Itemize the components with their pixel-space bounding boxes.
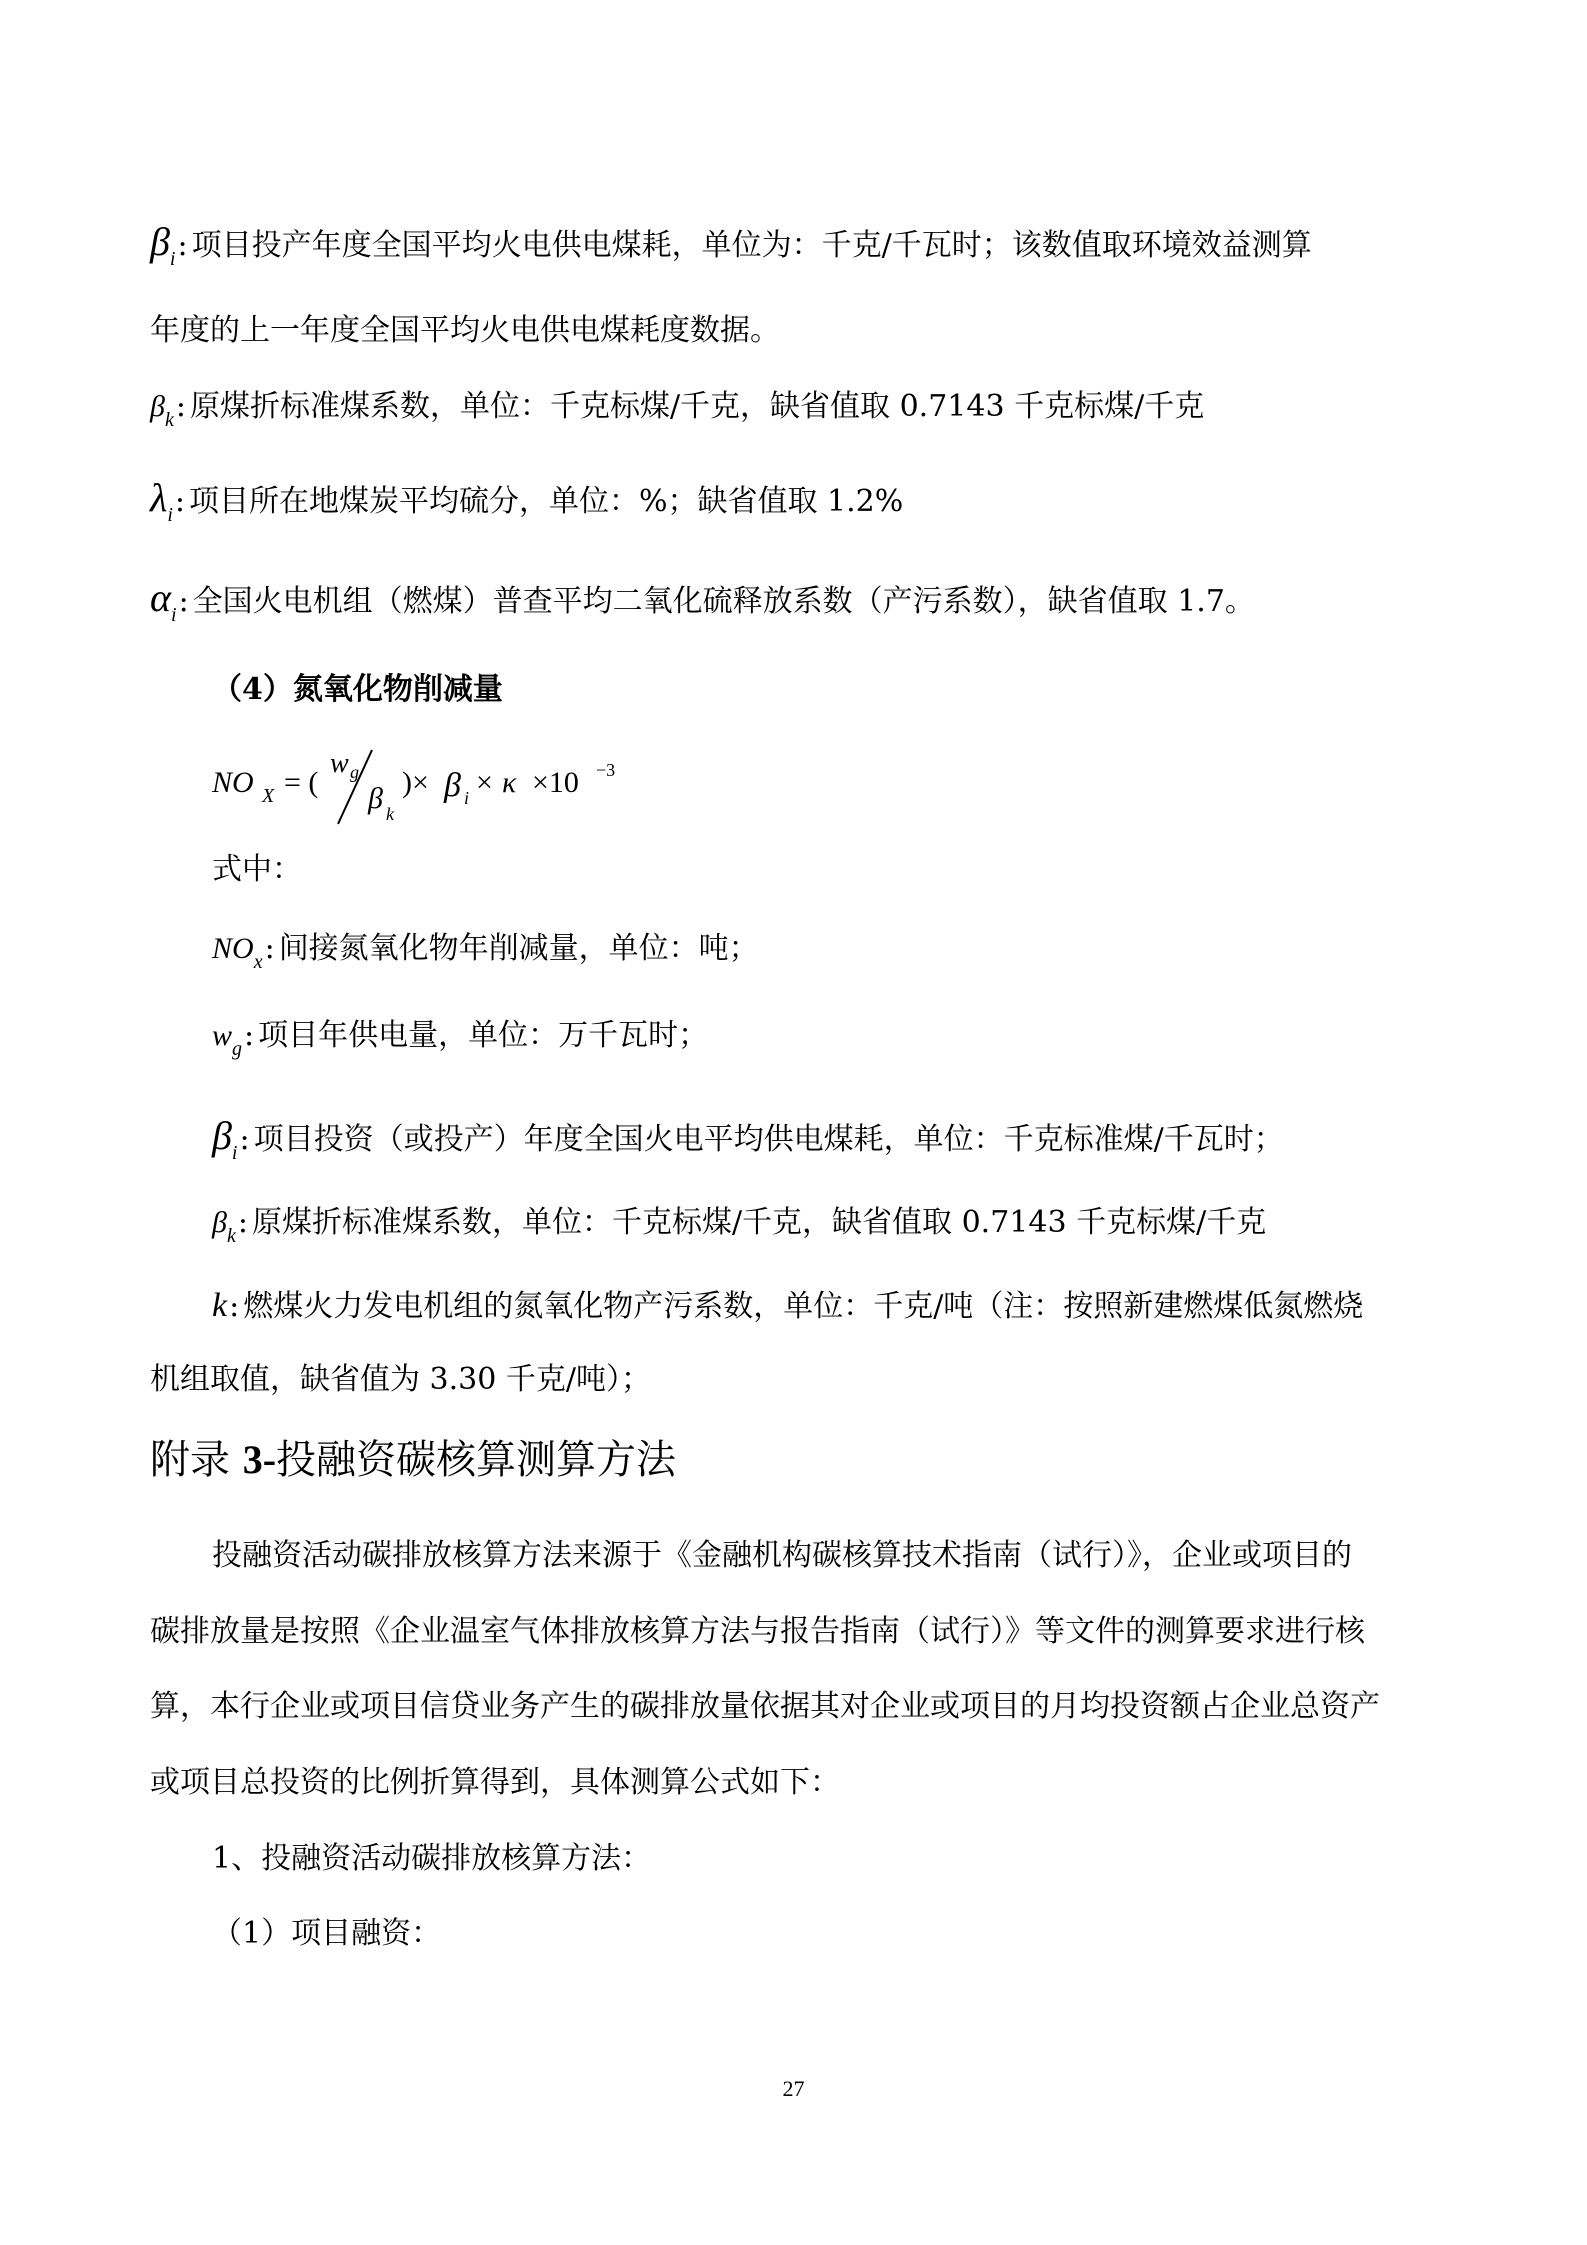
formula-times-1: )× (402, 766, 429, 799)
intro-paragraph-line-2: 碳排放量是按照《企业温室气体排放核算方法与报告指南（试行）》等文件的测算要求进行核 (150, 1614, 1365, 1649)
beta-i-definition-line2 (150, 311, 1450, 351)
formula-beta-subscript: i (464, 788, 470, 808)
alpha-i-symbol: α (150, 575, 171, 620)
nox-definition: $NO_x$: 间接氮氧化物年削减量，单位：吨； (212, 931, 759, 973)
wg-subscript: g (232, 1038, 243, 1060)
intro-paragraph-line-3: 算，本行企业或项目信贷业务产生的碳排放量依据其对企业或项目的月均投资额占企业总资产 (150, 1689, 1380, 1724)
formula-denominator: β (368, 782, 383, 815)
list-item-1-1: （1）项目融资： (212, 1916, 442, 1951)
k-text-line1: 燃煤火力发电机组的氮氧化物产污系数，单位：千克/吨（注：按照新建燃煤低氮燃烧 (243, 1289, 1364, 1324)
alpha-i-subscript: i (171, 604, 177, 626)
formula-numerator-subscript: g (350, 762, 359, 782)
nox-formula (212, 740, 692, 830)
appendix-3-heading (150, 1434, 676, 1486)
wg-text: 项目年供电量，单位：万千瓦时； (258, 1018, 709, 1053)
beta-i-subscript-2: i (231, 1142, 238, 1164)
lambda-i-subscript: i (167, 504, 173, 526)
beta-i-text-line2: 年度的上一年度全国平均火电供电煤耗度数据。 (150, 313, 780, 348)
formula-denominator-subscript: k (386, 804, 394, 824)
beta-i-definition-2: $\beta_i$: 项目投资（或投产）年度全国火电平均供电煤耗，单位：千克标准煤/千瓦时； (212, 1113, 1284, 1164)
formula-times-2: × (476, 766, 493, 799)
k-symbol: k (212, 1287, 228, 1324)
wg-definition: $w_g$: 项目年供电量，单位：万千瓦时； (212, 1018, 709, 1060)
alpha-i-definition: $\alpha_i$: 全国火电机组（燃煤）普查平均二氧化硫释放系数（产污系数），缺省值取 1.7。 (150, 575, 1255, 626)
beta-k-symbol-2: β (212, 1206, 227, 1239)
formula-times-ten: ×10 (532, 766, 579, 799)
lambda-i-definition: $\lambda_i$: 项目所在地煤炭平均硫分，单位：%；缺省值取 1.2% (150, 475, 904, 526)
beta-i-text-line1: 项目投产年度全国平均火电供电煤耗，单位为：千克/千瓦时；该数值取环境效益测算 (191, 228, 1312, 263)
nox-symbol: NO (212, 932, 254, 965)
where-label: 式中： (212, 852, 302, 887)
formula-lhs: NO (212, 766, 254, 799)
intro-paragraph-line-4: 或项目总投资的比例折算得到，具体测算公式如下： (150, 1765, 840, 1800)
list-item-1: 1、投融资活动碳排放核算方法： (212, 1841, 652, 1876)
formula-beta: β (444, 767, 461, 804)
appendix-number: 3- (242, 1437, 277, 1482)
k-definition-line2: 机组取值，缺省值为 3.30 千克/吨）； (150, 1362, 651, 1397)
formula-kappa: κ (502, 766, 517, 799)
page-number: 27 (782, 2076, 805, 2101)
beta-k-text-2: 原煤折标准煤系数，单位：千克标煤/千克，缺省值取 0.7143 千克标煤/千克 (251, 1205, 1267, 1240)
intro-paragraph-line-1: 投融资活动碳排放核算方法来源于《金融机构碳核算技术指南（试行）》，企业或项目的 (212, 1538, 1352, 1573)
lambda-i-text: 项目所在地煤炭平均硫分，单位：%；缺省值取 1.2% (189, 484, 904, 519)
nox-subscript: x (253, 951, 263, 973)
formula-lhs-subscript: X (262, 785, 275, 807)
beta-i-symbol: β (150, 219, 170, 264)
beta-i-subscript: i (169, 248, 176, 270)
formula-exponent: −3 (596, 760, 616, 780)
beta-k-definition-2: $\beta_k$: 原煤折标准煤系数，单位：千克标煤/千克，缺省值取 0.7143 千克标煤/千克 (212, 1205, 1267, 1247)
formula-numerator: w (330, 748, 349, 779)
alpha-i-text: 全国火电机组（燃煤）普查平均二氧化硫释放系数（产污系数），缺省值取 1.7。 (192, 584, 1255, 619)
beta-i-symbol-2: β (212, 1113, 232, 1158)
appendix-prefix: 附录 (150, 1437, 243, 1483)
k-definition: k: 燃煤火力发电机组的氮氧化物产污系数，单位：千克/吨（注：按照新建燃煤低氮燃烧 (212, 1287, 1364, 1324)
beta-i-text-2: 项目投资（或投产）年度全国火电平均供电煤耗，单位：千克标准煤/千瓦时； (253, 1122, 1284, 1157)
lambda-i-symbol: λ (150, 475, 168, 520)
beta-k-subscript: k (164, 409, 174, 431)
beta-k-symbol: β (150, 390, 165, 423)
wg-symbol: w (212, 1019, 233, 1052)
nox-text: 间接氮氧化物年削减量，单位：吨； (278, 931, 759, 966)
section-4-title: （4）氮氧化物削减量 (212, 672, 503, 707)
beta-k-definition: $\beta_k$: 原煤折标准煤系数，单位：千克标煤/千克，缺省值取 0.7143 千克标煤/千克 (150, 389, 1205, 431)
appendix-title: 投融资碳核算测算方法 (276, 1437, 677, 1483)
beta-k-text: 原煤折标准煤系数，单位：千克标煤/千克，缺省值取 0.7143 千克标煤/千克 (189, 389, 1205, 424)
formula-equals: = ( (284, 766, 319, 799)
beta-k-subscript-2: k (226, 1225, 236, 1247)
beta-i-definition: $\beta_i$: 项目投产年度全国平均火电供电煤耗，单位为：千克/千瓦时；该数值取环境效益测算 (150, 219, 1312, 270)
